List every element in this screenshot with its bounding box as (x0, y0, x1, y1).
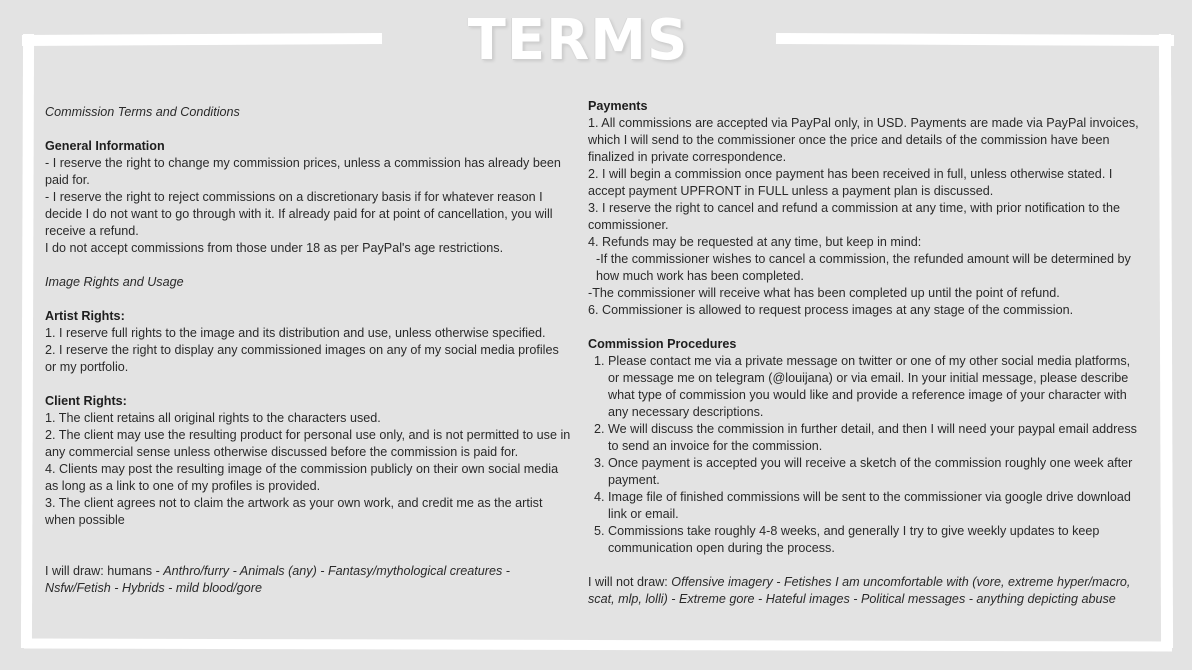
client-rights-item: 2. The client may use the resulting product for personal use only, and is not permitted to use in any commercial sense unless otherwise discussed before the commission is paid for. (45, 428, 571, 459)
procedure-item: 3. Once payment is accepted you will receive a sketch of the commission roughly one week after payment. (608, 455, 1144, 489)
payments-item: 2. I will begin a commission once payment has been received in full, unless otherwise stated. I accept payment UPFRONT in FULL unless a payment plan is discussed. (588, 167, 1113, 198)
payments-item: -If the commissioner wishes to cancel a commission, the refunded amount will be determined by how much work has been completed. (596, 252, 1131, 283)
frame-bottom (24, 638, 1172, 651)
left-column (45, 104, 573, 597)
payments-item: 3. I reserve the right to cancel and refund a commission at any time, with prior notification to the commissioner. (588, 201, 1120, 232)
client-rights-item: 3. The client agrees not to claim the artwork as your own work, and credit me as the artist when possible (45, 496, 543, 527)
general-info-item: - I reserve the right to reject commissions on a discretionary basis if for whatever reason I decide I do not want to go through with it. If already paid for at point of cancellation, you will receive a refund. (45, 190, 553, 238)
payments-item: 6. Commissioner is allowed to request process images at any stage of the commission. (588, 303, 1074, 317)
will-not-draw-text (588, 574, 1144, 608)
general-info-item: - I reserve the right to change my commission prices, unless a commission has already been paid for. (45, 156, 561, 187)
procedure-item: 4. Image file of finished commissions will be sent to the commissioner via google drive download link or email. (608, 489, 1144, 523)
artist-rights-heading: Artist Rights: (45, 309, 125, 323)
procedure-item: 1. Please contact me via a private message on twitter or one of my other social media platforms, or message me on telegram (@louijana) or via email. In your initial message, please describe what type of commission you would like and provide a reference image of your character with any necessary descriptions. (608, 353, 1144, 421)
right-column (588, 98, 1144, 608)
client-rights-item: 4. Clients may post the resulting image of the commission publicly on their own social media as long as a link to one of my profiles is provided. (45, 462, 559, 493)
will-draw-text (45, 563, 573, 597)
terms-heading: Commission Terms and Conditions (45, 105, 240, 119)
will-not-draw-list: Offensive imagery - Fetishes I am uncomfortable with (vore, extreme hyper/macro, scat, mlp, lolli) - Extreme gore - Hateful images - Political messages - anything depicting abuse (588, 575, 1131, 606)
frame-left (21, 34, 34, 648)
artist-rights-item: 1. I reserve full rights to the image and its distribution and use, unless otherwise specified. (45, 326, 546, 340)
client-rights-item: 1. The client retains all original rights to the characters used. (45, 411, 381, 425)
will-draw-list: Anthro/furry - Animals (any) - Fantasy/mythological creatures - Nsfw/Fetish - Hybrids - mild blood/gore (45, 564, 510, 595)
procedures-list (588, 353, 1144, 557)
will-draw-prefix: I will draw: humans - (45, 564, 164, 578)
page-title: TERMS (467, 8, 689, 73)
procedures-heading: Commission Procedures (588, 337, 737, 351)
payments-item: -The commissioner will receive what has been completed up until the point of refund. (588, 286, 1060, 300)
general-info-heading: General Information (45, 139, 165, 153)
payments-item: 1. All commissions are accepted via PayPal only, in USD. Payments are made via PayPal invoices, which I will send to the commissioner once the price and details of the commission have been finalized in private correspondence. (588, 116, 1139, 164)
payments-heading: Payments (588, 99, 648, 113)
payments-item: 4. Refunds may be requested at any time, but keep in mind: (588, 235, 922, 249)
artist-rights-item: 2. I reserve the right to display any commissioned images on any of my social media profiles or my portfolio. (45, 343, 559, 374)
will-not-draw-prefix: I will not draw: (588, 575, 672, 589)
procedure-item: 2. We will discuss the commission in further detail, and then I will need your paypal email address to send an invoice for the commission. (608, 421, 1144, 455)
client-rights-heading: Client Rights: (45, 394, 127, 408)
frame-right (1159, 34, 1173, 648)
general-info-item: I do not accept commissions from those under 18 as per PayPal's age restrictions. (45, 241, 504, 255)
procedure-item: 5. Commissions take roughly 4-8 weeks, and generally I try to give weekly updates to keep communication open during the process. (608, 523, 1144, 557)
image-rights-heading: Image Rights and Usage (45, 275, 184, 289)
